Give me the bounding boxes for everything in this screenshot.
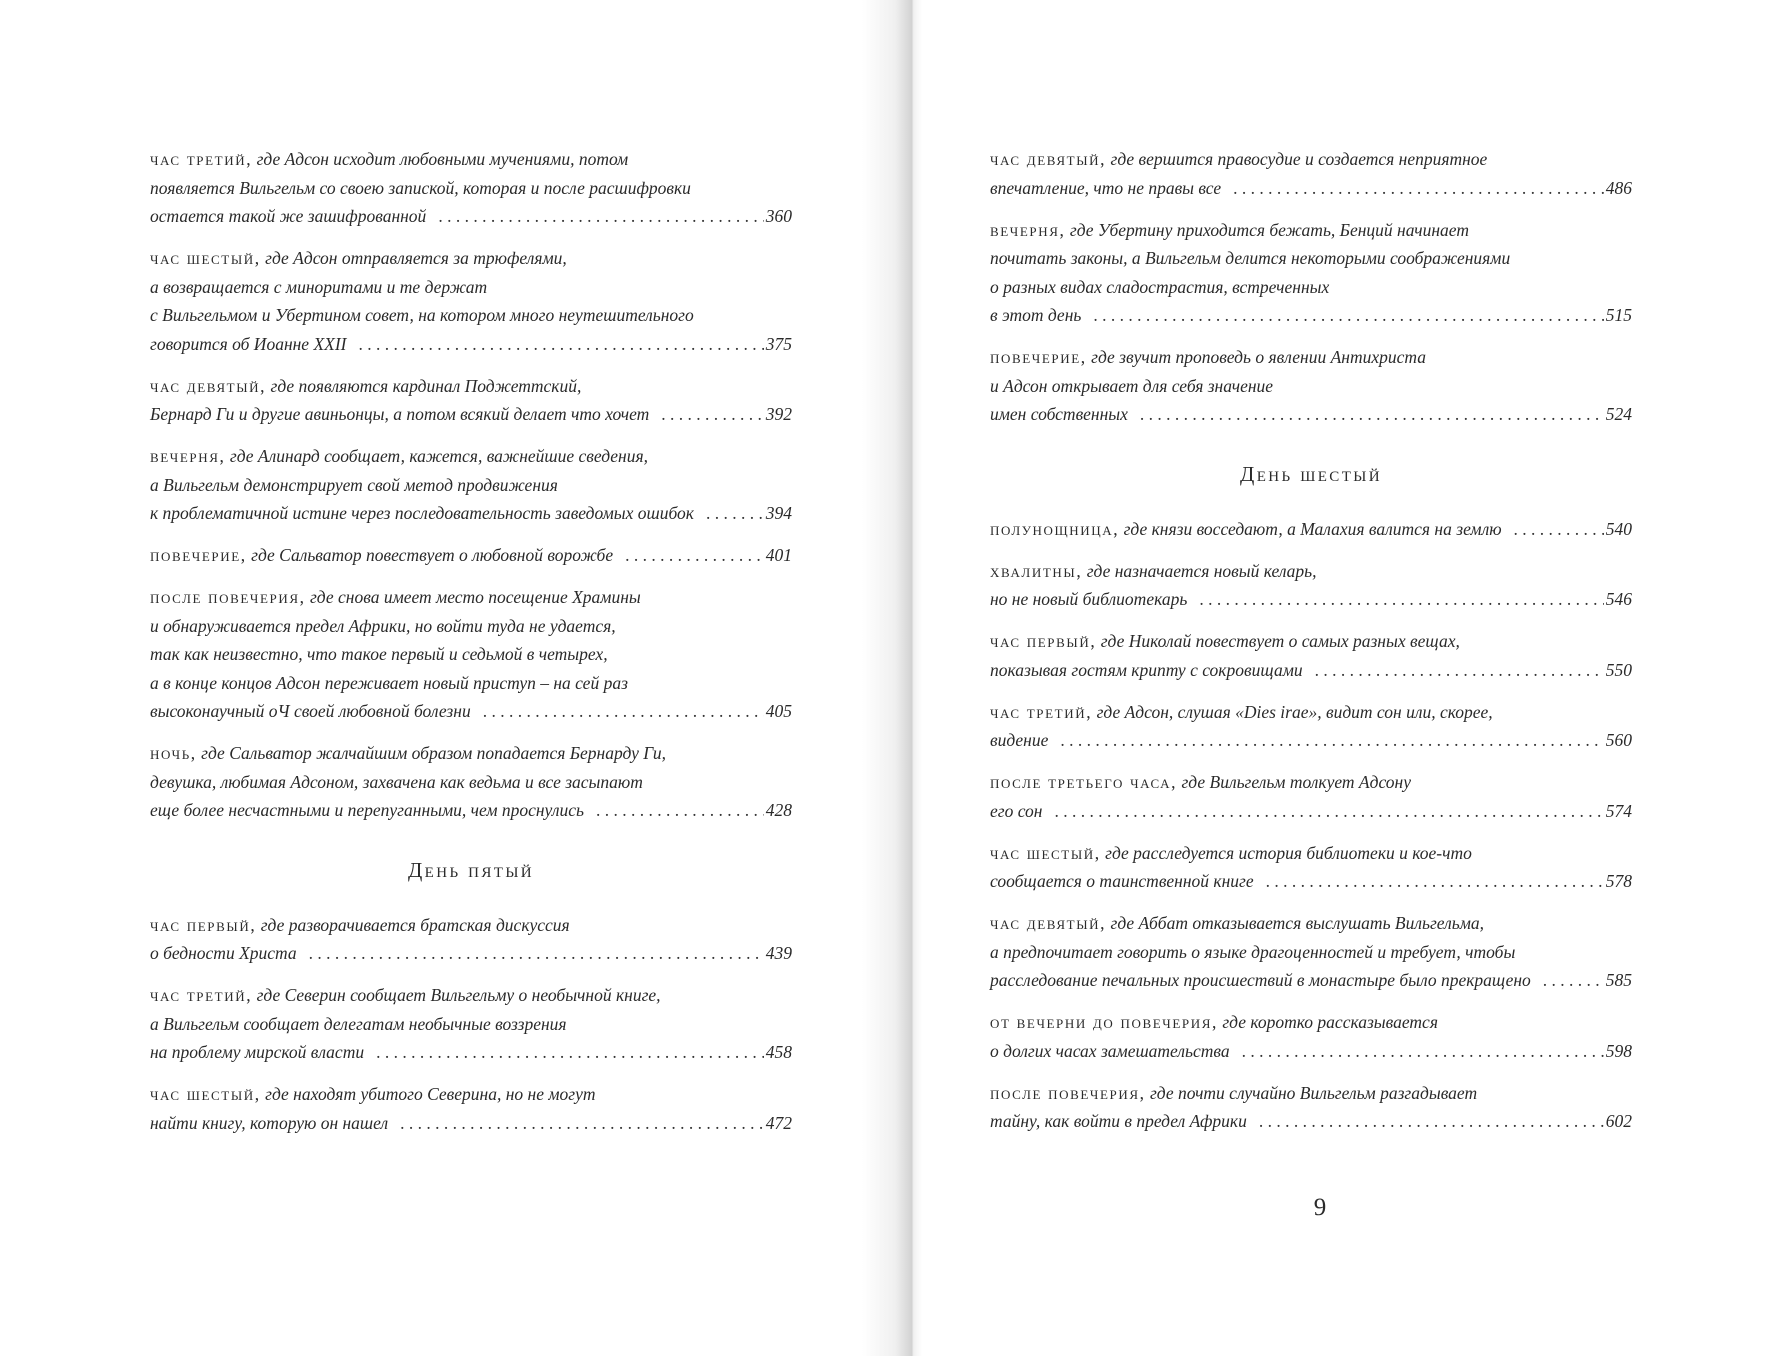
toc-entry-text: где назначается новый келарь,: [1086, 560, 1317, 581]
toc-page-number: 602: [1605, 1111, 1632, 1131]
toc-entry: [990, 768, 1632, 825]
toc-entry-heading: хвалитны: [990, 560, 1077, 581]
toc-entry-line: [150, 541, 792, 570]
toc-entry: [150, 442, 792, 528]
toc-entry-line: [990, 656, 1632, 685]
toc-entry-text: где почти случайно Вильгельм разгадывает: [1149, 1082, 1478, 1103]
toc-entry: [990, 909, 1632, 995]
toc-dot-leader: [1060, 726, 1603, 755]
toc-entry-text: и обнаруживается предел Африки, но войти туда не удается,: [150, 615, 616, 636]
toc-entry-line: [150, 640, 792, 669]
toc-dot-leader: [1266, 867, 1604, 896]
toc-entry-separator: ,: [190, 743, 196, 763]
toc-dot-leader: [376, 1038, 764, 1067]
toc-entry-line: [150, 1109, 792, 1138]
page-number: 9: [1313, 1194, 1327, 1221]
toc-entry-text: так как неизвестно, что такое первый и седьмой в четырех,: [150, 644, 608, 664]
toc-entry-text: о долгих часах замешательства: [990, 1040, 1230, 1061]
toc-entry-line: [990, 244, 1632, 273]
toc-entry-line: [150, 911, 792, 940]
toc-entry-line: [990, 839, 1632, 868]
toc-entry-line: [150, 330, 792, 359]
toc-dot-leader: [358, 330, 763, 359]
toc-dot-leader: [1233, 174, 1604, 203]
toc-page-number: 439: [765, 943, 792, 963]
toc-entry-line: [150, 174, 792, 203]
toc-entry-text: где вершится правосудие и создается неприятное: [1110, 149, 1488, 169]
toc-entry-heading: час третий: [150, 149, 247, 169]
toc-entry: [990, 557, 1632, 614]
toc-dot-leader: [1543, 966, 1604, 995]
toc-entry: [990, 1079, 1632, 1136]
toc-entry-line: [990, 585, 1632, 614]
toc-entry-line: [150, 301, 792, 330]
toc-dot-leader: [625, 541, 764, 570]
toc-entry-separator: ,: [219, 446, 224, 466]
toc-entry-line: [150, 583, 792, 612]
toc-entry: [150, 911, 792, 968]
toc-entry-text: о бедности Христа: [150, 943, 297, 963]
toc-entry-separator: ,: [1100, 913, 1105, 933]
toc-page-number: 546: [1605, 589, 1632, 609]
toc-entry-heading: повечерие: [990, 347, 1081, 367]
toc-group-day-six: [990, 515, 1632, 1136]
toc-dot-leader: [438, 202, 763, 231]
toc-entry-line: [150, 273, 792, 302]
toc-entry: [990, 145, 1632, 202]
toc-dot-leader: [483, 697, 764, 726]
toc-entry-line: [990, 966, 1632, 995]
toc-group-day-five: [150, 911, 792, 1138]
toc-entry-heading: после третьего часа: [990, 772, 1172, 792]
toc-entry-line: [990, 867, 1632, 896]
toc-entry-text: впечатление, что не правы все: [990, 177, 1222, 198]
toc-group-day-four: [150, 145, 792, 825]
toc-entry-line: [990, 372, 1632, 401]
toc-dot-leader: [309, 939, 764, 968]
toc-dot-leader: [1054, 797, 1603, 826]
toc-entry-text: а Вильгельм демонстрирует свой метод продвижения: [150, 474, 558, 495]
toc-entry-line: [150, 739, 792, 768]
toc-entry-heading: после повечерия: [150, 587, 300, 607]
toc-entry-text: о разных видах сладострастия, встреченных: [990, 276, 1330, 297]
toc-entry-separator: ,: [246, 149, 251, 169]
toc-entry-text: где Адсон, слушая «Dies irae», видит сон или, скорее,: [1096, 701, 1493, 722]
toc-page-number: 392: [765, 404, 792, 424]
toc-entry-heading: час первый: [150, 914, 251, 935]
toc-entry-line: [150, 400, 792, 429]
toc-entry-text: его сон: [990, 800, 1043, 821]
toc-entry-text: на проблему мирской власти: [150, 1042, 365, 1062]
toc-entry-text: где Адсон отправляется за трюфелями,: [265, 248, 567, 268]
toc-page-number: 598: [1605, 1040, 1632, 1061]
toc-dot-leader: [1242, 1037, 1604, 1066]
toc-page-number: 585: [1605, 970, 1632, 990]
toc-entry-line: [990, 216, 1632, 245]
toc-entry-line: [150, 981, 792, 1010]
toc-entry-text: где появляются кардинал Поджеттский,: [270, 375, 582, 396]
toc-entry: [990, 627, 1632, 684]
toc-entry-heading: вечерня: [990, 219, 1060, 240]
toc-entry-text: где Северин сообщает Вильгельму о необычной книге,: [256, 985, 661, 1005]
toc-dot-leader: [400, 1109, 764, 1138]
toc-entry-heading: вечерня: [150, 446, 220, 466]
toc-entry-line: [150, 939, 792, 968]
toc-page-number: 458: [765, 1042, 792, 1062]
toc-entry-line: [150, 442, 792, 471]
toc-entry-text: Бернард Ги и другие авиньонцы, а потом всякий делает что хочет: [150, 404, 650, 424]
toc-entry-heading: час девятый: [150, 375, 261, 396]
toc-entry-text: где Николай повествует о самых разных вещах,: [1100, 631, 1460, 651]
toc-entry-heading: час девятый: [990, 913, 1101, 933]
toc-entry-separator: ,: [1090, 631, 1095, 651]
toc-entry-separator: ,: [250, 914, 255, 935]
toc-entry-line: [150, 145, 792, 174]
toc-entry-line: [150, 697, 792, 726]
toc-entry-text: а Вильгельм сообщает делегатам необычные воззрения: [150, 1013, 567, 1034]
toc-page-number: 540: [1605, 518, 1632, 539]
toc-entry-separator: ,: [246, 985, 251, 1005]
toc-entry-separator: ,: [1139, 1082, 1144, 1103]
toc-entry-separator: ,: [1171, 772, 1176, 792]
toc-dot-leader: [1199, 585, 1603, 614]
toc-entry-text: а в конце концов Адсон переживает новый приступ – на сей раз: [150, 672, 628, 693]
toc-entry-text: где коротко рассказывается: [1222, 1012, 1438, 1032]
toc-entry-text: где снова имеет место посещение Храмины: [309, 587, 641, 607]
toc-entry: [150, 145, 792, 231]
toc-dot-leader: [1140, 400, 1604, 429]
toc-entry-line: [990, 557, 1632, 586]
right-page: [990, 145, 1632, 1149]
toc-entry-separator: ,: [1059, 219, 1064, 240]
toc-dot-leader: [596, 796, 764, 825]
toc-entry-text: расследование печальных происшествий в монастыре было прекращено: [990, 970, 1531, 990]
toc-entry-line: [150, 1080, 792, 1109]
toc-entry: [990, 515, 1632, 544]
toc-entry-text: говорится об Иоанне XXII: [150, 333, 347, 354]
toc-entry: [990, 839, 1632, 896]
toc-entry-text: и Адсон открывает для себя значение: [990, 375, 1274, 396]
toc-entry-heading: повечерие: [150, 545, 241, 565]
toc-entry-line: [990, 145, 1632, 174]
toc-page-number: 428: [765, 800, 792, 820]
toc-entry-line: [150, 768, 792, 797]
toc-entry-text: показывая гостям крипту с сокровищами: [990, 659, 1303, 680]
toc-entry-line: [150, 796, 792, 825]
toc-dot-leader: [1093, 301, 1603, 330]
toc-entry-text: почитать законы, а Вильгельм делится некоторыми соображениями: [990, 248, 1511, 268]
book-gutter: [862, 0, 922, 1356]
toc-entry-text: высоконаучный оЧ своей любовной болезни: [150, 701, 471, 721]
toc-entry-line: [150, 372, 792, 401]
toc-entry: [990, 343, 1632, 429]
toc-entry-text: тайну, как войти в предел Африки: [990, 1111, 1247, 1131]
toc-page-number: 401: [765, 545, 792, 565]
toc-entry-text: где Вильгельм толкует Адсону: [1181, 772, 1411, 792]
toc-entry-line: [990, 797, 1632, 826]
toc-entry-separator: ,: [299, 587, 304, 607]
left-page: [150, 145, 792, 1151]
toc-page-number: 360: [765, 206, 792, 226]
toc-entry-line: [990, 726, 1632, 755]
toc-entry-separator: ,: [254, 248, 260, 268]
toc-entry-line: [990, 273, 1632, 302]
toc-entry: [150, 541, 792, 570]
toc-entry-text: где разворачивается братская дискуссия: [260, 914, 570, 935]
toc-entry-text: к проблематичной истине через последовательность заведомых ошибок: [150, 503, 694, 523]
toc-page-number: 578: [1605, 871, 1632, 891]
toc-entry-text: где расследуется история библиотеки и кое-что: [1105, 842, 1472, 863]
toc-entry: [150, 244, 792, 358]
toc-entry-separator: ,: [1076, 560, 1081, 581]
toc-entry-text: но не новый библиотекарь: [990, 589, 1188, 609]
toc-entry-line: [150, 669, 792, 698]
toc-page-number: 472: [765, 1112, 792, 1133]
toc-entry: [150, 583, 792, 726]
toc-entry-heading: час шестый: [990, 842, 1095, 863]
toc-entry-heading: час третий: [150, 985, 247, 1005]
toc-dot-leader: [1315, 656, 1604, 685]
toc-entry-line: [990, 1037, 1632, 1066]
toc-dot-leader: [706, 499, 764, 528]
toc-entry-line: [990, 1008, 1632, 1037]
toc-entry-line: [150, 1038, 792, 1067]
toc-entry-text: а предпочитает говорить о языке драгоценностей и требует, чтобы: [990, 941, 1516, 962]
toc-entry-heading: час третий: [990, 701, 1087, 722]
toc-entry-separator: ,: [254, 1084, 260, 1104]
toc-entry-line: [990, 400, 1632, 429]
toc-entry-line: [150, 612, 792, 641]
toc-entry-separator: ,: [1100, 149, 1105, 169]
section-title-day-six: День шестый: [1240, 461, 1382, 486]
toc-entry-line: [990, 301, 1632, 330]
toc-entry-line: [150, 202, 792, 231]
toc-entry-text: где Аббат отказывается выслушать Вильгельма,: [1110, 913, 1484, 933]
toc-entry-text: где Сальватор повествует о любовной ворожбе: [251, 545, 614, 565]
toc-entry-text: в этот день: [990, 305, 1082, 325]
toc-entry: [990, 216, 1632, 330]
toc-entry-text: а возвращается с минoритами и те держат: [150, 276, 488, 297]
toc-dot-leader: [1259, 1107, 1604, 1136]
toc-entry-line: [990, 1079, 1632, 1108]
toc-entry: [150, 372, 792, 429]
toc-dot-leader: [661, 400, 763, 429]
toc-entry-heading: от вечерни до повечерия: [990, 1012, 1212, 1032]
toc-entry-text: где Убертину приходится бежать, Бенций начинает: [1069, 219, 1469, 240]
toc-entry-line: [990, 515, 1632, 544]
toc-entry-text: где князи восседают, а Малахия валится на землю: [1123, 518, 1502, 539]
toc-group-day-five-cont: [990, 145, 1632, 429]
toc-entry: [150, 1080, 792, 1137]
toc-entry-heading: после повечерия: [990, 1082, 1140, 1103]
toc-entry-separator: ,: [1086, 701, 1091, 722]
toc-entry-line: [150, 1010, 792, 1039]
toc-entry-heading: полунощница: [990, 518, 1114, 539]
toc-page-number: 550: [1605, 659, 1632, 680]
toc-entry-text: где Адсон исходит любовными мучениями, потом: [256, 149, 629, 169]
toc-entry-line: [990, 938, 1632, 967]
toc-entry-line: [990, 768, 1632, 797]
section-title-day-five: День пятый: [407, 857, 535, 882]
toc-entry-line: [150, 244, 792, 273]
toc-entry-heading: ночь: [150, 743, 191, 763]
toc-entry-text: появляется Вильгельм со своею запиской, которая и после расшифровки: [150, 177, 691, 198]
toc-entry: [150, 981, 792, 1067]
toc-entry-line: [990, 1107, 1632, 1136]
toc-entry-heading: час шестый: [150, 1084, 255, 1104]
toc-entry-line: [990, 627, 1632, 656]
toc-entry-line: [990, 909, 1632, 938]
toc-entry-text: где Сальватор жалчайшим образом попадается Бернарду Ги,: [201, 743, 667, 763]
toc-page-number: 560: [1605, 730, 1632, 750]
toc-entry-separator: ,: [1211, 1012, 1217, 1032]
toc-entry-text: имен собственных: [990, 404, 1128, 424]
toc-entry-separator: ,: [1080, 347, 1086, 367]
toc-entry: [990, 1008, 1632, 1065]
toc-entry-text: где Алинард сообщает, кажется, важнейшие сведения,: [229, 446, 648, 466]
toc-page-number: 574: [1605, 800, 1632, 821]
toc-entry-text: остается такой же зашифрованной: [150, 206, 427, 226]
toc-entry-text: видение: [990, 730, 1049, 750]
toc-entry-separator: ,: [260, 375, 265, 396]
toc-entry-line: [150, 471, 792, 500]
toc-page-number: 375: [765, 333, 792, 354]
toc-page-number: 486: [1605, 177, 1632, 198]
toc-entry-text: где находят убитого Северина, но не могут: [265, 1084, 596, 1104]
toc-entry-text: девушка, любимая Адсоном, захвачена как ведьма и все засыпают: [150, 771, 643, 792]
toc-dot-leader: [1514, 515, 1604, 544]
toc-entry-line: [990, 698, 1632, 727]
toc-entry-heading: час шестый: [150, 248, 255, 268]
toc-entry-text: с Вильгельмом и Убертином совет, на котором много неутешительного: [150, 305, 694, 325]
toc-page-number: 515: [1605, 305, 1632, 325]
toc-entry-heading: час девятый: [990, 149, 1101, 169]
toc-entry-line: [150, 499, 792, 528]
toc-entry-text: еще более несчастными и перепуганными, чем проснулись: [150, 800, 584, 820]
toc-entry: [150, 739, 792, 825]
toc-page-number: 405: [765, 701, 792, 721]
toc-entry-text: найти книгу, которую он нашел: [150, 1112, 389, 1133]
toc-entry-separator: ,: [240, 545, 246, 565]
toc-entry-separator: ,: [1094, 842, 1100, 863]
toc-entry-text: сообщается о таинственной книге: [990, 871, 1254, 891]
toc-entry-heading: час первый: [990, 631, 1091, 651]
toc-entry-line: [990, 174, 1632, 203]
toc-entry-text: где звучит проповедь о явлении Антихриста: [1091, 347, 1426, 367]
toc-entry-separator: ,: [1113, 518, 1118, 539]
toc-entry: [990, 698, 1632, 755]
toc-entry-line: [990, 343, 1632, 372]
toc-page-number: 394: [765, 503, 792, 523]
toc-page-number: 524: [1605, 404, 1632, 424]
